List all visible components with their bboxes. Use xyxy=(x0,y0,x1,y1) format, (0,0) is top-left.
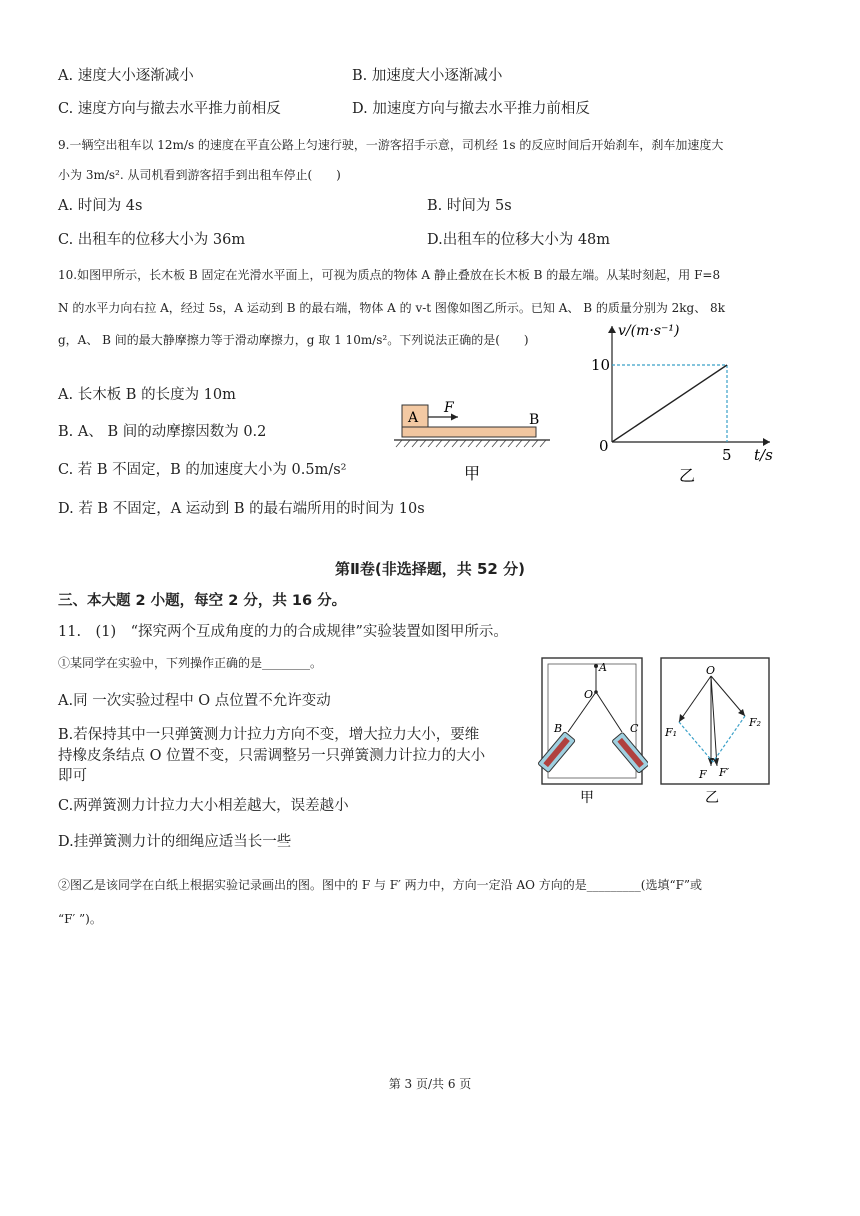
figure-caption: 乙 xyxy=(679,466,696,485)
q11-sub2-line2: “F′ ”)。 xyxy=(58,912,102,926)
string-c xyxy=(596,692,622,732)
ground-hatching xyxy=(396,440,546,447)
x-tick-5: 5 xyxy=(722,446,732,464)
q8-option-a: A. 速度大小逐渐减小 xyxy=(58,68,194,84)
board-b xyxy=(402,427,536,437)
f-prime-arrowhead xyxy=(713,758,719,766)
part-heading: 三、本大题 2 小题，每空 2 分，共 16 分。 xyxy=(58,593,347,609)
page-number: 第 3 页/共 6 页 xyxy=(388,1077,472,1091)
label-f-prime: F′ xyxy=(719,766,730,779)
force-label: F xyxy=(444,400,454,416)
q10-stem-line3: g，A、 B 间的最大静摩擦力等于滑动摩擦力，g 取 1 10m/s²。下列说法正确的是( ) xyxy=(58,333,529,347)
origin-label: 0 xyxy=(599,437,609,455)
label-a: A xyxy=(599,661,607,674)
label-o: O xyxy=(584,688,594,701)
q8-option-c: C. 速度方向与撤去水平推力前相反 xyxy=(58,101,281,117)
figure-caption: 乙 xyxy=(705,790,719,806)
q10-stem-line1: 10.如图甲所示，长木板 B 固定在光滑水平面上，可视为质点的物体 A 静止叠放在长木板 B 的最左端。从某时刻起，用 F=8 xyxy=(58,268,721,282)
q10-figure-jia xyxy=(390,395,560,490)
force-f1 xyxy=(679,676,711,722)
label-b: B xyxy=(554,722,563,735)
dashed-line-1 xyxy=(679,722,713,762)
q9-option-d: D.出租车的位移大小为 48m xyxy=(427,232,611,248)
section-title: 第Ⅱ卷(非选择题，共 52 分) xyxy=(335,560,525,578)
label-o: O xyxy=(706,664,716,677)
spring-scale-b xyxy=(538,732,575,773)
q11-intro: 11. (1) “探究两个互成角度的力的合成规律”实验装置如图甲所示。 xyxy=(58,624,508,640)
q9-option-b: B. 时间为 5s xyxy=(427,198,512,214)
q11-option-a: A.同 一次实验过程中 O 点位置不允许变动 xyxy=(58,693,331,709)
q9-stem-line2: 小为 3m/s². 从司机看到游客招手到出租车停止( ) xyxy=(58,168,341,182)
paper-frame xyxy=(548,664,636,778)
q10-option-d: D. 若 B 不固定，A 运动到 B 的最右端所用的时间为 10s xyxy=(58,501,425,517)
label-f1: F₁ xyxy=(665,726,678,739)
figure-caption: 甲 xyxy=(580,790,594,806)
y-tick-10: 10 xyxy=(591,356,611,374)
q10-option-b: B. A、 B 间的动摩擦因数为 0.2 xyxy=(58,424,267,440)
label-f2: F₂ xyxy=(749,716,762,729)
q8-option-b: B. 加速度大小逐渐减小 xyxy=(352,68,503,84)
q10-option-c: C. 若 B 不固定，B 的加速度大小为 0.5m/s² xyxy=(58,462,347,478)
board-frame xyxy=(542,658,642,784)
q11-option-d: D.挂弹簧测力计的细绳应适当长一些 xyxy=(58,834,292,850)
q9-stem-line1: 9.一辆空出租车以 12m/s 的速度在平直公路上匀速行驶，一游客招手示意，司机经 1s 的反应时间后开始刹车，刹车加速度大 xyxy=(58,138,724,152)
vt-line xyxy=(612,365,727,442)
x-axis-label: t/s xyxy=(754,446,773,464)
y-axis-label: v/(m·s⁻¹) xyxy=(618,323,680,339)
string-b xyxy=(568,692,596,732)
label-f: F xyxy=(699,768,707,781)
f2-arrowhead xyxy=(738,709,745,716)
q11-sub1: ①某同学在实验中，下列操作正确的是________。 xyxy=(58,656,323,670)
figure-caption: 甲 xyxy=(464,464,481,483)
label-c: C xyxy=(630,722,639,735)
q10-figure-yi xyxy=(580,318,780,488)
dashed-line-2 xyxy=(713,716,745,762)
point-a xyxy=(594,664,598,668)
x-axis-arrowhead xyxy=(763,438,770,446)
q11-option-b-line1: B.若保持其中一只弹簧测力计拉力方向不变，增大拉力大小，要维 xyxy=(58,727,480,743)
q9-option-a: A. 时间为 4s xyxy=(58,198,143,214)
force-f-prime xyxy=(711,676,717,766)
q11-option-b-line3: 即可 xyxy=(58,768,87,784)
q11-option-c: C.两弹簧测力计拉力大小相差越大，误差越小 xyxy=(58,798,349,814)
q11-figure-yi xyxy=(655,652,775,810)
q10-option-a: A. 长木板 B 的长度为 10m xyxy=(58,387,236,403)
q11-sub2-line1: ②图乙是该同学在白纸上根据实验记录画出的图。图中的 F 与 F′ 两力中，方向一定沿 AO 方向的是_________(选填“F”或 xyxy=(58,878,703,892)
q8-option-d: D. 加速度方向与撤去水平推力前相反 xyxy=(352,101,590,117)
force-f2 xyxy=(711,676,745,716)
q10-stem-line2: N 的水平力向右拉 A，经过 5s，A 运动到 B 的最右端，物体 A 的 v-t 图像如图乙所示。已知 A、 B 的质量分别为 2kg、 8k xyxy=(58,301,725,315)
y-axis-arrowhead xyxy=(608,326,616,333)
q9-option-c: C. 出租车的位移大小为 36m xyxy=(58,232,246,248)
q11-option-b-line2: 持橡皮条结点 O 位置不变，只需调整另一只弹簧测力计拉力的大小 xyxy=(58,748,486,764)
board-b-label: B xyxy=(529,412,540,428)
q11-figure-jia xyxy=(538,652,648,810)
block-a-label: A xyxy=(408,410,419,426)
